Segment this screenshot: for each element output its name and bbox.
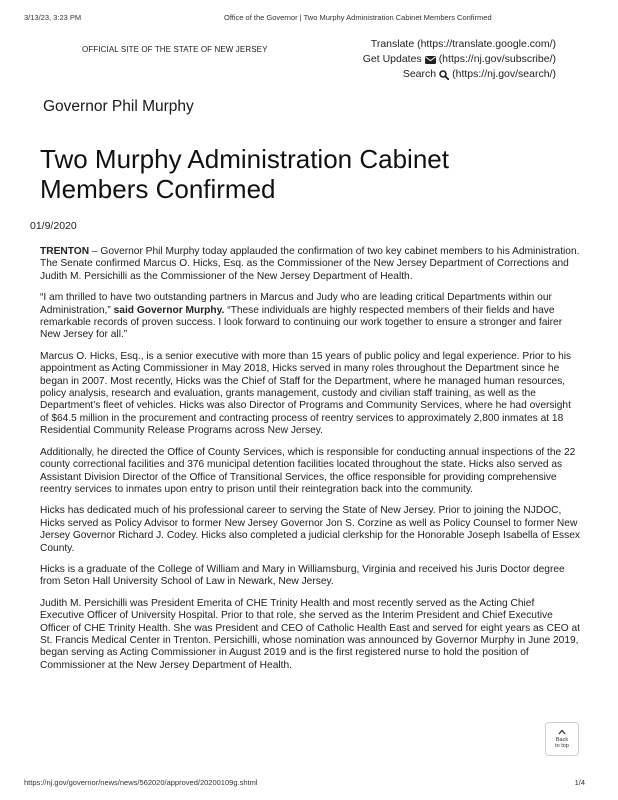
get-updates-label: Get Updates: [362, 53, 422, 65]
page-title: Two Murphy Administration Cabinet Members Confirmed: [40, 144, 449, 204]
search-link[interactable]: [363, 67, 556, 82]
get-updates-url: (https://nj.gov/subscribe/): [438, 53, 556, 65]
publish-date: 01/9/2020: [30, 220, 77, 232]
magnifier-icon: [439, 70, 449, 80]
paragraph-1-text: – Governor Phil Murphy today applauded the confirmation of two key cabinet members to his Administration. The Senate confirmed Marcus O. Hicks, Esq. as the Commissioner of the New Jersey Department of Corrections and Judith M. Persichilli as the Commissioner of the New Jersey Department of Health.: [40, 246, 580, 282]
print-page-title: Office of the Governor | Two Murphy Administration Cabinet Members Confirmed: [224, 13, 492, 22]
paragraph-1: [40, 246, 580, 283]
paragraph-4: Additionally, he directed the Office of County Services, which is responsible for conducting annual inspections of the 22 county correctional facilities and 376 municipal detention facilities located throughout the state. Hicks also served as Assistant Division Director of the Office of Transitional Services, the office responsible for providing comprehensive reentry services to inmates upon entry to prison until their reintegration back into the community.: [40, 446, 576, 495]
governor-name[interactable]: Governor Phil Murphy: [43, 98, 194, 115]
print-url: https://nj.gov/governor/news/news/562020/approved/20200109g.shtml: [24, 778, 258, 787]
paragraph-2: [40, 292, 580, 342]
back-to-top-line1: Back: [555, 737, 569, 743]
paragraph-6: Hicks is a graduate of the College of William and Mary in Williamsburg, Virginia and received his Juris Doctor degree from Seton Hall University School of Law in Newark, New Jersey.: [40, 563, 565, 588]
envelope-icon: [425, 56, 436, 64]
dateline: TRENTON: [40, 246, 90, 257]
page-number: 1/4: [574, 778, 585, 787]
official-site-label: OFFICIAL SITE OF THE STATE OF NEW JERSEY: [82, 45, 268, 54]
paragraph-7: Judith M. Persichilli was President Emerita of CHE Trinity Health and most recently served as the Acting Chief Executive Officer of University Hospital. Prior to that role, she served as the Interim President and Chief Executive Officer of CHE Trinity Health. She was President and CEO of Catholic Health East and served for eight years as CEO at St. Francis Medical Center in Trenton. Persichilli, whose nomination was announced by Governor Murphy in June 2019, began serving as Acting Commissioner in August 2019 and is the first registered nurse to hold the position of Commissioner at the New Jersey Department of Health.: [40, 597, 580, 671]
article-body: [40, 246, 580, 681]
print-datetime: 3/13/23, 3:23 PM: [24, 13, 82, 22]
quote-part-2: “These individuals are highly respected members of their fields and have remarkable records of proven success. I look forward to continuing our work together to ensure a stronger and fairer New Jersey for all.”: [40, 304, 563, 341]
paragraph-3: Marcus O. Hicks, Esq., is a senior executive with more than 15 years of public policy and legal experience. Prior to his appointment as Acting Commissioner in May 2018, Hicks served in many roles throughout the Department since he began in 2007. Most recently, Hicks was the Chief of Staff for the Department, where he managed human resources, policy analysis, research and evaluation, grants management, custody and civilian staff training, as well as the Department’s fleet of vehicles. Hicks was also Director of Programs and Community Services, where he had oversight of $64.5 million in the procurement and contracting process of reentry services to approximately 2,800 inmates at 18 Residential Community Release Programs across New Jersey.: [40, 350, 572, 437]
back-to-top-button[interactable]: [545, 722, 579, 756]
quote-attribution: said Governor Murphy.: [110, 304, 225, 316]
search-label: Search: [402, 68, 437, 80]
get-updates-link[interactable]: [363, 52, 556, 67]
paragraph-5: Hicks has dedicated much of his professional career to serving the State of New Jersey. Prior to joining the NJDOC, Hicks served as Policy Advisor to former New Jersey Governor Jon S. Corzine as well as Policy Counsel to former New Jersey Governor Richard J. Codey. Hicks also completed a judicial clerkship for the Honorable Joseph Isabella of Essex County.: [40, 505, 581, 554]
back-to-top-line2: to top: [555, 743, 569, 749]
top-links: [363, 37, 556, 82]
quote-part-1: “I am thrilled to have two outstanding partners in Marcus and Judy who are leading critical Departments within our Administration,”: [40, 292, 552, 316]
translate-link[interactable]: Translate (https://translate.google.com/): [370, 38, 556, 50]
search-url: (https://nj.gov/search/): [452, 68, 556, 80]
chevron-up-icon: [558, 729, 566, 737]
